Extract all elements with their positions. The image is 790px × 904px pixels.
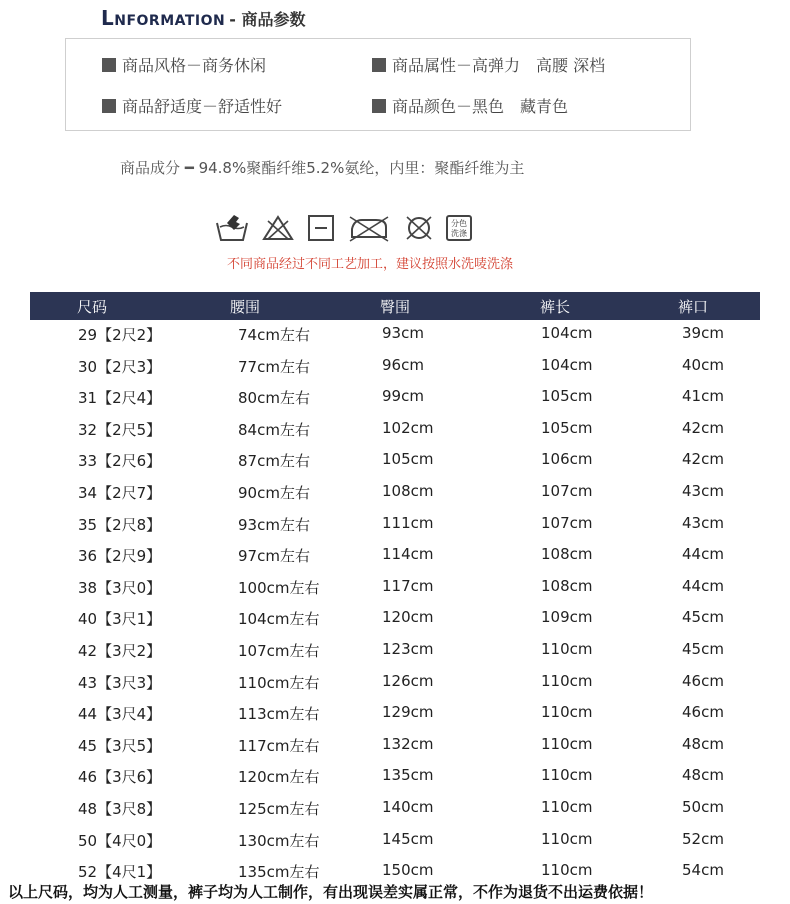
table-cell: 44cm (682, 576, 724, 595)
table-cell: 33【2尺6】 (78, 452, 162, 471)
table-row (0, 731, 790, 763)
table-cell: 126cm (382, 671, 434, 690)
table-cell: 36【2尺9】 (78, 547, 162, 566)
table-cell: 110cm (541, 797, 593, 816)
table-cell: 29【2尺2】 (78, 326, 162, 344)
table-row (0, 668, 790, 700)
table-cell: 117cm左右 (238, 736, 320, 755)
table-cell: 42【3尺2】 (78, 641, 162, 660)
table-cell: 106cm (541, 450, 593, 469)
no-iron-icon (346, 213, 392, 243)
table-cell: 45cm (682, 608, 724, 627)
table-cell: 109cm (541, 608, 593, 627)
table-cell: 40cm (682, 355, 724, 374)
table-cell: 46cm (682, 671, 724, 690)
separate-label-line-2: 洗涤 (451, 229, 467, 238)
page-title (101, 6, 305, 30)
table-cell: 43cm (682, 513, 724, 532)
tumble-dry-icon (306, 213, 336, 243)
table-cell: 52cm (682, 829, 724, 848)
table-row (0, 383, 790, 415)
table-cell: 100cm左右 (238, 578, 320, 597)
table-cell: 125cm左右 (238, 799, 320, 818)
table-cell: 50cm (682, 797, 724, 816)
table-cell: 30【2尺3】 (78, 357, 162, 376)
table-row (0, 415, 790, 447)
table-cell: 77cm左右 (238, 357, 310, 376)
table-row (0, 604, 790, 636)
table-cell: 105cm (541, 418, 593, 437)
table-cell: 97cm左右 (238, 547, 310, 566)
table-cell: 42cm (682, 450, 724, 469)
table-cell: 48cm (682, 734, 724, 753)
attribute-comfort (102, 94, 282, 117)
header-hem: 裤口 (678, 298, 709, 316)
table-cell: 120cm左右 (238, 768, 320, 787)
header-waist: 腰围 (230, 298, 261, 316)
table-cell: 48【3尺8】 (78, 799, 162, 818)
table-cell: 32【2尺5】 (78, 420, 162, 439)
table-row (0, 510, 790, 542)
care-note: 不同商品经过不同工艺加工，建议按照水洗唛洗涤 (227, 257, 514, 272)
table-cell: 110cm (541, 671, 593, 690)
table-cell: 110cm (541, 639, 593, 658)
table-cell: 43cm (682, 481, 724, 500)
attribute-label: 商品颜色－黑色 藏青色 (392, 97, 569, 116)
attribute-label: 商品舒适度－舒适性好 (122, 97, 283, 116)
table-cell: 45cm (682, 639, 724, 658)
table-cell: 46cm (682, 703, 724, 722)
table-cell: 46【3尺6】 (78, 768, 162, 787)
table-cell: 107cm (541, 481, 593, 500)
table-cell: 114cm (382, 545, 434, 564)
table-cell: 150cm (382, 861, 434, 880)
table-cell: 44【3尺4】 (78, 705, 162, 724)
table-cell: 45【3尺5】 (78, 736, 162, 755)
table-row (0, 826, 790, 858)
table-cell: 110cm左右 (238, 673, 320, 692)
table-cell: 35【2尺8】 (78, 515, 162, 534)
table-cell: 93cm左右 (238, 515, 310, 534)
table-cell: 113cm左右 (238, 705, 320, 724)
table-cell: 135cm (382, 766, 434, 785)
table-cell: 105cm (382, 450, 434, 469)
footer-disclaimer: 以上尺码，均为人工测量，裤子均为人工制作，有出现误差实属正常，不作为退货不出运费依据！ (8, 883, 654, 901)
table-cell: 105cm (541, 387, 593, 406)
size-table-header (30, 292, 760, 320)
bullet-square-icon (372, 58, 386, 72)
table-cell: 54cm (682, 861, 724, 880)
bullet-square-icon (102, 58, 116, 72)
table-row (0, 762, 790, 794)
table-cell: 104cm (541, 324, 593, 342)
table-cell: 117cm (382, 576, 434, 595)
table-cell: 110cm (541, 766, 593, 785)
table-cell: 74cm左右 (238, 326, 310, 344)
bullet-square-icon (372, 99, 386, 113)
table-cell: 110cm (541, 829, 593, 848)
table-cell: 80cm左右 (238, 389, 310, 408)
table-cell: 107cm左右 (238, 641, 320, 660)
table-cell: 41cm (682, 387, 724, 406)
table-cell: 40【3尺1】 (78, 610, 162, 629)
table-row (0, 541, 790, 573)
bullet-square-icon (102, 99, 116, 113)
attribute-label: 商品属性－高弹力 高腰 深档 (392, 56, 606, 75)
table-cell: 44cm (682, 545, 724, 564)
no-dry-clean-icon (402, 213, 436, 243)
header-length: 裤长 (540, 298, 571, 316)
table-cell: 108cm (382, 481, 434, 500)
table-cell: 111cm (382, 513, 434, 532)
table-cell: 120cm (382, 608, 434, 627)
table-row (0, 446, 790, 478)
separate-label-line-1: 分色 (451, 219, 467, 228)
table-cell: 110cm (541, 861, 593, 880)
table-cell: 108cm (541, 545, 593, 564)
table-cell: 102cm (382, 418, 434, 437)
hand-wash-icon (214, 213, 250, 243)
table-cell: 123cm (382, 639, 434, 658)
table-cell: 110cm (541, 703, 593, 722)
care-icons (214, 211, 472, 245)
table-row (0, 352, 790, 384)
table-cell: 129cm (382, 703, 434, 722)
table-row (0, 320, 790, 352)
table-row (0, 478, 790, 510)
table-row (0, 573, 790, 605)
table-cell: 110cm (541, 734, 593, 753)
header-hip: 臀围 (380, 298, 411, 316)
table-cell: 132cm (382, 734, 434, 753)
table-cell: 140cm (382, 797, 434, 816)
attribute-property (372, 53, 605, 76)
table-row (0, 794, 790, 826)
table-cell: 130cm左右 (238, 831, 320, 850)
table-cell: 104cm左右 (238, 610, 320, 629)
table-cell: 93cm (382, 324, 424, 342)
table-cell: 108cm (541, 576, 593, 595)
table-cell: 145cm (382, 829, 434, 848)
table-cell: 42cm (682, 418, 724, 437)
table-cell: 135cm左右 (238, 863, 320, 882)
attribute-style (102, 53, 266, 76)
table-cell: 87cm左右 (238, 452, 310, 471)
attribute-label: 商品风格－商务休闲 (122, 56, 267, 75)
table-cell: 107cm (541, 513, 593, 532)
header-size: 尺码 (77, 298, 108, 316)
size-table-body (0, 320, 790, 889)
table-cell: 99cm (382, 387, 424, 406)
attribute-color (372, 94, 568, 117)
title-english: Lnformation (101, 6, 226, 30)
table-cell: 104cm (541, 355, 593, 374)
table-cell: 31【2尺4】 (78, 389, 162, 408)
table-cell: 84cm左右 (238, 420, 310, 439)
separate-color-wash-icon (446, 215, 472, 241)
composition-text: 商品成分 ━ 94.8%聚酯纤维5.2%氨纶，内里：聚酯纤维为主 (120, 159, 525, 177)
no-bleach-icon (260, 213, 296, 243)
table-cell: 34【2尺7】 (78, 483, 162, 502)
table-cell: 48cm (682, 766, 724, 785)
table-cell: 50【4尺0】 (78, 831, 162, 850)
table-row (0, 699, 790, 731)
title-chinese: - 商品参数 (229, 10, 306, 29)
attribute-box (65, 38, 691, 131)
table-cell: 38【3尺0】 (78, 578, 162, 597)
table-cell: 43【3尺3】 (78, 673, 162, 692)
table-cell: 39cm (682, 324, 724, 342)
table-cell: 52【4尺1】 (78, 863, 162, 882)
table-row (0, 636, 790, 668)
table-cell: 96cm (382, 355, 424, 374)
table-cell: 90cm左右 (238, 483, 310, 502)
